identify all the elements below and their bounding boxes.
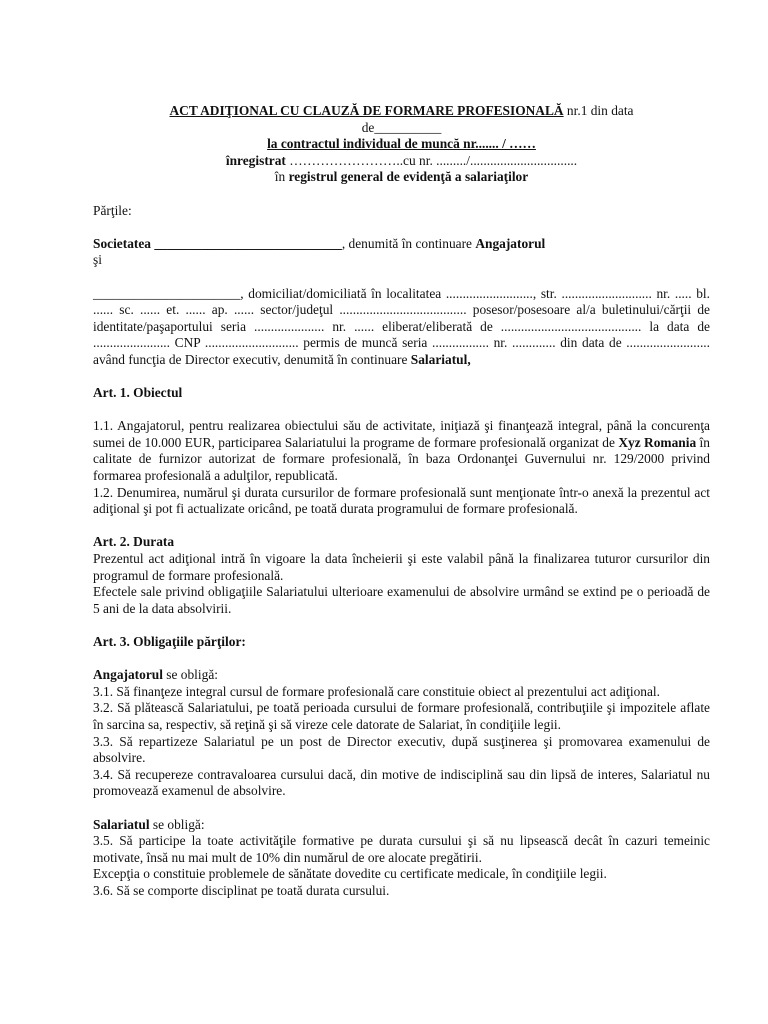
registered-details: ……………………..cu nr. ........./................................ [285,152,578,168]
employer-label: Angajatorul [93,667,163,683]
register-name: registrul general de evidenţă a salariaţilor [288,169,529,185]
employee-label-rest: se obligă: [149,816,205,832]
art3-title: Art. 3. Obligaţiile părţilor: [93,634,246,649]
art1-paragraph-2: 1.2. Denumirea, numărul şi durata cursurilor de formare profesională sunt menţionate într-o anexă la prezentul act adiţional şi pot fi actualizate oricând, pe toată durata programului de formare profesională. [93,484,710,517]
art2-paragraph-2: Efectele sale privind obligaţiile Salariatului ulterioare examenului de absolvire urmând se extind pe o perioadă de 5 ani de la data absolvirii. [93,584,710,616]
obligation-3-5: 3.5. Să participe la toate activităţile formative pe durata cursului şi să nu lipsească decât în cazuri temeinic motivate, însă nu mai mult de 10% din numărul de ore alocate pregătirii. [93,833,710,865]
art2-title: Art. 2. Durata [93,534,175,550]
art1-paragraph-1 [93,418,710,484]
employee-paragraph [93,286,710,369]
register-prefix: în [274,169,289,185]
document-title: ACT ADIŢIONAL CU CLAUZĂ DE FORMARE PROFESIONALĂ [169,103,564,118]
employee-label: Salariatul [93,816,150,832]
employer-label-rest: se obligă: [162,667,218,683]
art2-paragraph-1: Prezentul act adiţional intră în vigoare la data încheierii şi este valabil până la finalizarea tuturor cursurilor din programul de formare profesională. [93,551,710,583]
obligation-3-2: 3.2. Să plătească Salariatului, pe toată perioada cursului de formare profesională, contribuţiile şi impozitele aflate în sarcina sa, respectiv, să reţină şi să vireze cele datorate de Salariat, în condiţiile legii. [93,700,710,732]
company-label: Societatea [93,235,152,251]
company-line [93,236,710,253]
company-rest: , denumită în continuare [341,235,476,251]
obligation-3-3: 3.3. Să repartizeze Salariatul pe un post de Director executiv, după susţinerea şi promovarea examenului de absolvire. [93,733,710,766]
registered-line [93,153,710,170]
contract-line: la contractul individual de muncă nr....... / …… [267,136,536,152]
art1-title: Art. 1. Obiectul [93,385,183,401]
company-role: Angajatorul [475,235,546,251]
employee-role: Salariatul, [410,351,471,367]
registered-label: înregistrat [225,152,286,168]
register-line [93,169,710,186]
art1-p1-text: 1.1. Angajatorul, pentru realizarea obiectului său de activitate, iniţiază şi finanţează integral, până la concurenţa sumei de 10.000 EUR, participarea Salariatului la programe de formare profesională organizat de [93,418,710,450]
obligation-3-6: 3.6. Să se comporte disciplinat pe toată durata cursului. [93,882,390,898]
obligation-3-4: 3.4. Să recupereze contravaloarea cursului dacă, din motive de indisciplină sau din lipsă de interes, Salariatul nu promovează examenul de absolvire. [93,766,710,799]
date-line: de__________ [361,119,442,135]
document-body [93,103,710,900]
document-title-line [93,103,710,120]
and-word: şi [93,252,102,268]
parties-label: Părţile: [93,202,132,218]
obligation-3-5-exception: Excepţia o constituie problemele de sănătate dovedite cu certificate medicale, în condiţiile legii. [93,866,607,882]
obligation-3-1: 3.1. Să finanţeze integral cursul de formare profesională care constituie obiect al prezentului act adiţional. [93,683,661,699]
art1-p1-text-rest: în calitate de furnizor autorizat de formare profesională, în baza Ordonanţei Guvernului nr. 129/2000 privind formarea profesională a adulţilor, republicată. [93,434,710,484]
employee-obligations-label [93,817,710,834]
employee-details: ______________________, domiciliat/domiciliată în localitatea .........................., str. ........................... nr. ..... bl. ...... sc. ...... et. ...... ap. ...... sector/judeţul ...................................... posesor/posesoare al/a buletinului/cărţii de identitate/paşaportului seria ..................... nr. ...... eliberat/eliberată de .......................................... la data de ....................... CNP ............................ permis de muncă seria ................. nr. ............. din data de ......................... având funcţia de Director executiv, denumită în continuare [93,285,710,367]
company-blank: ____________________________ [151,235,342,251]
employer-obligations-label [93,667,710,684]
document-number: nr.1 din data [563,103,634,118]
art1-provider-name: Xyz Romania [618,434,697,450]
